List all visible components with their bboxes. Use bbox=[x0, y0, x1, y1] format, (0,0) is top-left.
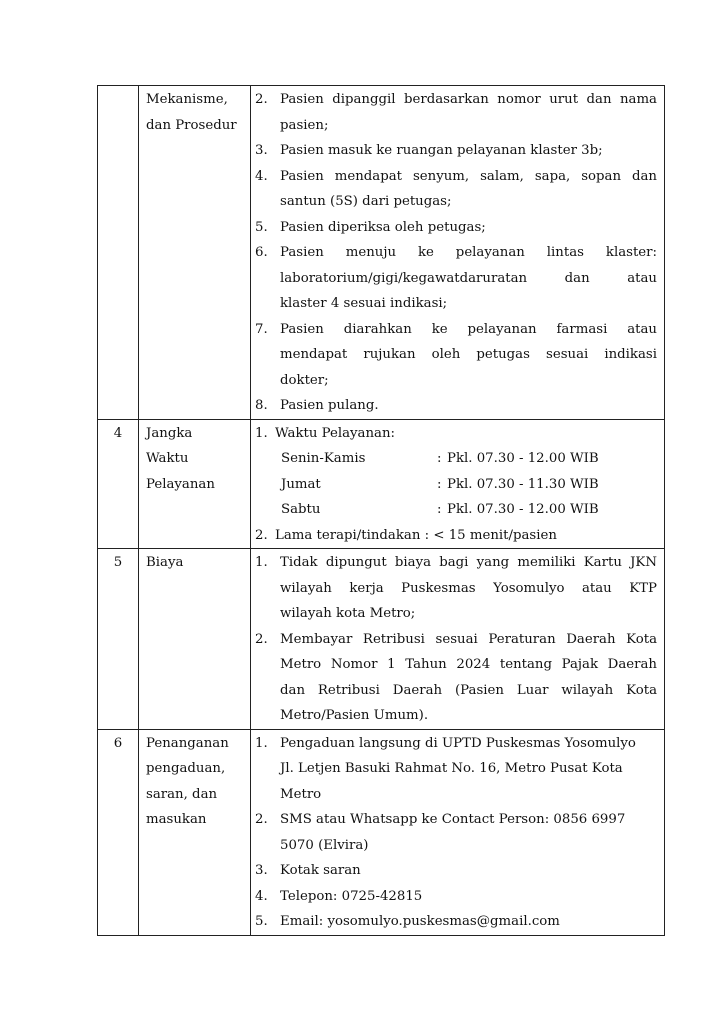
component-line: Biaya bbox=[146, 555, 184, 570]
item-line: 5070 (Elvira) bbox=[280, 837, 369, 853]
item-line: Pasien dipanggil berdasarkan nomor urut dan nama bbox=[280, 92, 657, 107]
component-name bbox=[139, 729, 251, 935]
item-number: 4. bbox=[255, 168, 268, 184]
item-line: Membayar Retribusi sesuai Peraturan Daerah Kota bbox=[280, 631, 657, 647]
schedule-separator: : bbox=[437, 451, 442, 466]
service-hours-heading bbox=[255, 421, 657, 447]
component-line: Jangka bbox=[146, 425, 193, 441]
component-line: saran, dan bbox=[146, 786, 218, 802]
component-line: Pelayanan bbox=[146, 476, 215, 492]
item-line: Metro Nomor 1 Tahun 2024 tentang Pajak Daerah bbox=[280, 657, 657, 672]
item-number: 2. bbox=[255, 631, 268, 647]
schedule-day: Jumat bbox=[281, 476, 321, 492]
item-line: wilayah kota Metro; bbox=[280, 606, 416, 621]
schedule-separator: : bbox=[437, 476, 442, 492]
item-line: Pasien pulang. bbox=[280, 398, 379, 413]
item-line: Pasien diperiksa oleh petugas; bbox=[280, 219, 486, 235]
schedule-separator: : bbox=[437, 502, 442, 517]
item-line: Pasien mendapat senyum, salam, sapa, sopan dan bbox=[280, 168, 657, 184]
item-number: 1. bbox=[255, 735, 268, 751]
item-number: 2. bbox=[255, 92, 268, 107]
list-item bbox=[255, 240, 657, 317]
schedule-day: Senin-Kamis bbox=[281, 451, 366, 466]
component-description bbox=[251, 729, 665, 935]
list-item bbox=[255, 807, 657, 858]
component-line: Mekanisme, bbox=[146, 92, 228, 107]
list-item bbox=[255, 884, 657, 910]
item-number: 8. bbox=[255, 398, 268, 413]
item-line: Metro/Pasien Umum). bbox=[280, 708, 429, 723]
row-number: 5 bbox=[98, 549, 139, 730]
schedule-day: Sabtu bbox=[281, 502, 321, 517]
item-number: 1. bbox=[255, 555, 268, 570]
item-line: mendapat rujukan oleh petugas sesuai indikasi bbox=[280, 347, 657, 362]
list-item bbox=[255, 87, 657, 138]
item-number: 2. bbox=[255, 812, 268, 827]
row-number bbox=[98, 86, 139, 420]
item-number: 4. bbox=[255, 888, 268, 904]
table-row-mekanisme bbox=[98, 86, 665, 420]
component-description bbox=[251, 86, 665, 420]
item-line: dokter; bbox=[280, 372, 329, 388]
item-line: santun (5S) dari petugas; bbox=[280, 194, 452, 209]
item-number: 2. bbox=[255, 527, 268, 543]
item-line: Pasien menuju ke pelayanan lintas klaster: bbox=[280, 245, 657, 260]
table-row-biaya bbox=[98, 549, 665, 730]
item-line: dan Retribusi Daerah (Pasien Luar wilayah Kota bbox=[280, 682, 657, 698]
schedule-hours: Pkl. 07.30 - 12.00 WIB bbox=[447, 451, 599, 466]
item-number: 6. bbox=[255, 245, 268, 260]
component-name bbox=[139, 549, 251, 730]
item-line: Pasien masuk ke ruangan pelayanan klaster 3b; bbox=[280, 143, 603, 158]
item-line: Metro bbox=[280, 786, 322, 802]
item-line: Telepon: 0725-42815 bbox=[280, 888, 423, 904]
schedule-row bbox=[255, 446, 657, 472]
component-line: pengaduan, bbox=[146, 761, 226, 776]
list-item bbox=[255, 627, 657, 729]
item-line: SMS atau Whatsapp ke Contact Person: 0856 6997 bbox=[280, 812, 626, 827]
list-item bbox=[255, 393, 657, 419]
row-number: 4 bbox=[98, 419, 139, 549]
list-item bbox=[255, 138, 657, 164]
schedule-hours: Pkl. 07.30 - 11.30 WIB bbox=[447, 476, 599, 492]
item-line: Tidak dipungut biaya bagi yang memiliki Kartu JKN bbox=[280, 555, 657, 570]
component-line: Penanganan bbox=[146, 735, 229, 751]
procedure-list bbox=[255, 87, 657, 419]
schedule-row bbox=[255, 472, 657, 498]
component-description bbox=[251, 549, 665, 730]
component-line: dan Prosedur bbox=[146, 117, 237, 133]
item-line: Email: yosomulyo.puskesmas@gmail.com bbox=[280, 914, 560, 929]
table-row-jangka-waktu bbox=[98, 419, 665, 549]
component-description bbox=[251, 419, 665, 549]
item-line: Kotak saran bbox=[280, 863, 361, 878]
list-item bbox=[255, 731, 657, 808]
item-number: 3. bbox=[255, 863, 268, 878]
table-row-pengaduan bbox=[98, 729, 665, 935]
cost-list bbox=[255, 550, 657, 729]
list-item bbox=[255, 550, 657, 627]
list-item bbox=[255, 215, 657, 241]
item-number: 7. bbox=[255, 321, 268, 337]
schedule-row bbox=[255, 497, 657, 523]
list-item bbox=[255, 909, 657, 935]
duration-text: Lama terapi/tindakan : < 15 menit/pasien bbox=[275, 527, 557, 543]
sop-table bbox=[97, 85, 665, 936]
item-number: 5. bbox=[255, 219, 268, 235]
list-item bbox=[255, 858, 657, 884]
component-name bbox=[139, 419, 251, 549]
item-line: Pengaduan langsung di UPTD Puskesmas Yosomulyo bbox=[280, 735, 636, 751]
item-line: laboratorium/gigi/kegawatdaruratan dan atau bbox=[280, 270, 657, 286]
item-number: 1. bbox=[255, 425, 268, 441]
service-hours-label: Waktu Pelayanan: bbox=[275, 425, 396, 441]
component-line: Waktu bbox=[146, 451, 189, 466]
item-number: 3. bbox=[255, 143, 268, 158]
component-name bbox=[139, 86, 251, 420]
complaint-list bbox=[255, 731, 657, 935]
item-line: Jl. Letjen Basuki Rahmat No. 16, Metro Pusat Kota bbox=[280, 761, 623, 776]
row-number: 6 bbox=[98, 729, 139, 935]
item-line: Pasien diarahkan ke pelayanan farmasi atau bbox=[280, 321, 657, 337]
item-line: wilayah kerja Puskesmas Yosomulyo atau KTP bbox=[280, 580, 657, 596]
list-item bbox=[255, 317, 657, 394]
item-number: 5. bbox=[255, 914, 268, 929]
component-line: masukan bbox=[146, 812, 207, 827]
item-line: klaster 4 sesuai indikasi; bbox=[280, 296, 448, 311]
item-line: pasien; bbox=[280, 117, 329, 133]
schedule-hours: Pkl. 07.30 - 12.00 WIB bbox=[447, 502, 599, 517]
duration-line bbox=[255, 523, 657, 549]
list-item bbox=[255, 164, 657, 215]
